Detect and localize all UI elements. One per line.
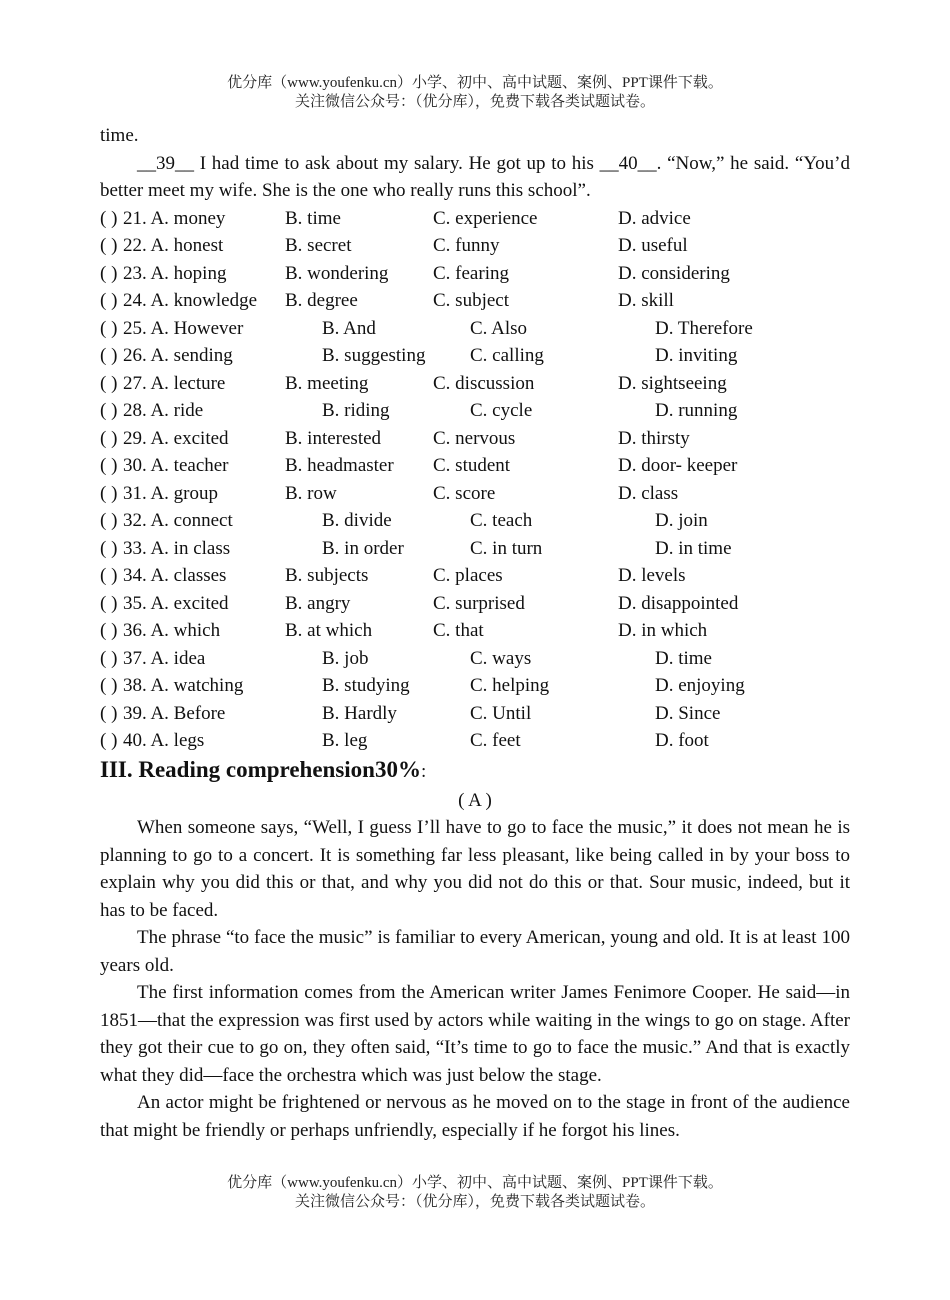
option-d: D. considering [618,262,730,284]
option-a: 25. A. However [123,317,244,339]
page-header [0,74,950,112]
section-title [100,755,850,787]
answer-blank: ( ) [100,262,118,284]
option-d: D. enjoying [655,675,745,696]
option-c: C. surprised [433,592,525,614]
option-d: D. levels [618,565,686,586]
option-b: B. interested [285,427,382,449]
option-d: D. time [655,647,712,669]
option-a: 39. A. Before [123,702,226,724]
option-b: B. row [285,482,337,504]
answer-blank: ( ) [100,207,118,229]
option-b: B. riding [322,400,390,421]
option-c: C. Until [470,702,532,724]
option-d: D. skill [618,290,674,311]
option-b: B. And [322,317,376,339]
option-a: 40. A. legs [123,730,205,751]
option-c: C. student [433,455,511,476]
option-d: D. Since [655,702,721,724]
option-a: 31. A. group [123,482,218,504]
option-d: D. inviting [655,345,738,366]
option-b: B. angry [285,592,351,614]
option-c: C. score [433,482,496,504]
option-b: B. studying [322,675,410,696]
option-c: C. experience [433,207,538,229]
option-b: B. subjects [285,565,369,586]
option-a: 23. A. hoping [123,262,227,284]
option-a: 24. A. knowledge [123,290,258,311]
header-line-2: 关注微信公众号：（优分库），免费下载各类试题试卷。 [294,94,655,110]
question-row [100,672,850,700]
option-b: B. Hardly [322,702,397,724]
answer-blank: ( ) [100,345,118,366]
question-row [100,507,850,535]
answer-blank: ( ) [100,317,118,339]
question-row [100,232,850,260]
option-d: D. foot [655,730,709,751]
option-b: B. leg [322,730,368,751]
question-row [100,562,850,590]
answer-blank: ( ) [100,510,118,531]
answer-blank: ( ) [100,730,118,751]
answer-blank: ( ) [100,565,118,586]
option-d: D. sightseeing [618,372,727,394]
option-b: B. at which [285,620,373,641]
option-c: C. that [433,620,484,641]
question-list [100,205,850,755]
footer-line-2: 关注微信公众号：（优分库），免费下载各类试题试卷。 [294,1194,655,1210]
option-a: 32. A. connect [123,510,233,531]
option-b: B. headmaster [285,455,394,476]
option-c: C. ways [470,647,532,669]
option-b: B. wondering [285,262,389,284]
option-c: C. nervous [433,427,516,449]
question-row [100,315,850,343]
option-b: B. job [322,647,369,669]
option-b: B. divide [322,510,392,531]
option-c: C. Also [470,317,528,339]
option-a: 29. A. excited [123,427,229,449]
answer-blank: ( ) [100,290,118,311]
option-b: B. time [285,207,341,229]
option-a: 21. A. money [123,207,226,229]
question-row [100,480,850,508]
answer-blank: ( ) [100,427,118,449]
option-a: 37. A. idea [123,647,206,669]
answer-blank: ( ) [100,592,118,614]
section-title-suffix: : [420,760,427,782]
option-a: 34. A. classes [123,565,227,586]
option-a: 30. A. teacher [123,455,229,476]
option-d: D. thirsty [618,427,690,449]
question-row [100,287,850,315]
passage-label: ( A ) [458,789,492,811]
option-a: 28. A. ride [123,400,204,421]
cloze-paragraph: __39__ I had time to ask about my salary. He got up to his __40__. “Now,” he said. “You’d better meet my wife. She is the one who really runs this school”. [100,152,850,201]
header-line-1: 优分库（www.youfenku.cn）小学、初中、高中试题、案例、PPT课件下载。 [227,75,723,91]
option-d: D. in time [655,537,732,559]
passage-paragraph: When someone says, “Well, I guess I’ll have to go to face the music,” it does not mean he is planning to go to a concert. It is something far less pleasant, like being called in by your boss to explain why you did this or that, and why you did not do this or that. Sour music, indeed, but it has to be faced. [100,817,850,921]
answer-blank: ( ) [100,620,118,641]
answer-blank: ( ) [100,372,118,394]
option-c: C. teach [470,510,533,531]
answer-blank: ( ) [100,647,118,669]
page-footer [0,1174,950,1212]
option-c: C. feet [470,730,521,751]
option-d: D. running [655,400,738,421]
answer-blank: ( ) [100,537,118,559]
option-c: C. funny [433,235,500,256]
question-row [100,727,850,755]
question-row [100,425,850,453]
option-c: C. subject [433,290,509,311]
option-d: D. disappointed [618,592,739,614]
answer-blank: ( ) [100,702,118,724]
option-d: D. useful [618,235,688,256]
question-row [100,645,850,673]
option-c: C. fearing [433,262,509,284]
option-b: B. degree [285,290,358,311]
text-fragment: time. [100,125,139,146]
footer-line-1: 优分库（www.youfenku.cn）小学、初中、高中试题、案例、PPT课件下载。 [227,1175,723,1191]
answer-blank: ( ) [100,482,118,504]
option-b: B. in order [322,537,404,559]
option-d: D. advice [618,207,691,229]
document-body [100,122,850,1144]
question-row [100,590,850,618]
question-row [100,617,850,645]
question-row [100,535,850,563]
option-a: 26. A. sending [123,345,233,366]
option-c: C. places [433,565,503,586]
question-row [100,205,850,233]
question-row [100,260,850,288]
option-d: D. door- keeper [618,455,738,476]
passage-paragraph: The phrase “to face the music” is familiar to every American, young and old. It is at least 100 years old. [100,927,850,976]
option-d: D. in which [618,620,708,641]
option-c: C. in turn [470,537,543,559]
option-a: 33. A. in class [123,537,231,559]
section-title-text: III. Reading comprehension30% [100,756,421,782]
question-row [100,397,850,425]
question-row [100,452,850,480]
answer-blank: ( ) [100,675,118,696]
option-d: D. Therefore [655,317,753,339]
option-d: D. class [618,482,679,504]
option-c: C. calling [470,345,544,366]
option-a: 38. A. watching [123,675,244,696]
option-c: C. cycle [470,400,533,421]
option-a: 35. A. excited [123,592,229,614]
option-a: 36. A. which [123,620,221,641]
question-row [100,370,850,398]
passage-paragraph: An actor might be frightened or nervous as he moved on to the stage in front of the audience that might be friendly or perhaps unfriendly, especially if he forgot his lines. [100,1092,850,1141]
answer-blank: ( ) [100,400,118,421]
option-a: 27. A. lecture [123,372,226,394]
option-a: 22. A. honest [123,235,224,256]
option-b: B. meeting [285,372,369,394]
question-row [100,342,850,370]
option-c: C. helping [470,675,550,696]
option-b: B. suggesting [322,345,426,366]
option-c: C. discussion [433,372,535,394]
answer-blank: ( ) [100,455,118,476]
option-b: B. secret [285,235,352,256]
answer-blank: ( ) [100,235,118,256]
option-d: D. join [655,510,708,531]
question-row [100,700,850,728]
passage-paragraph: The first information comes from the American writer James Fenimore Cooper. He said—in 1851—that the expression was first used by actors while waiting in the wings to go on stage. After they got their cue to go on, they often said, “It’s time to go to face the music.” And that is exactly what they did—face the orchestra which was just below the stage. [100,982,850,1086]
